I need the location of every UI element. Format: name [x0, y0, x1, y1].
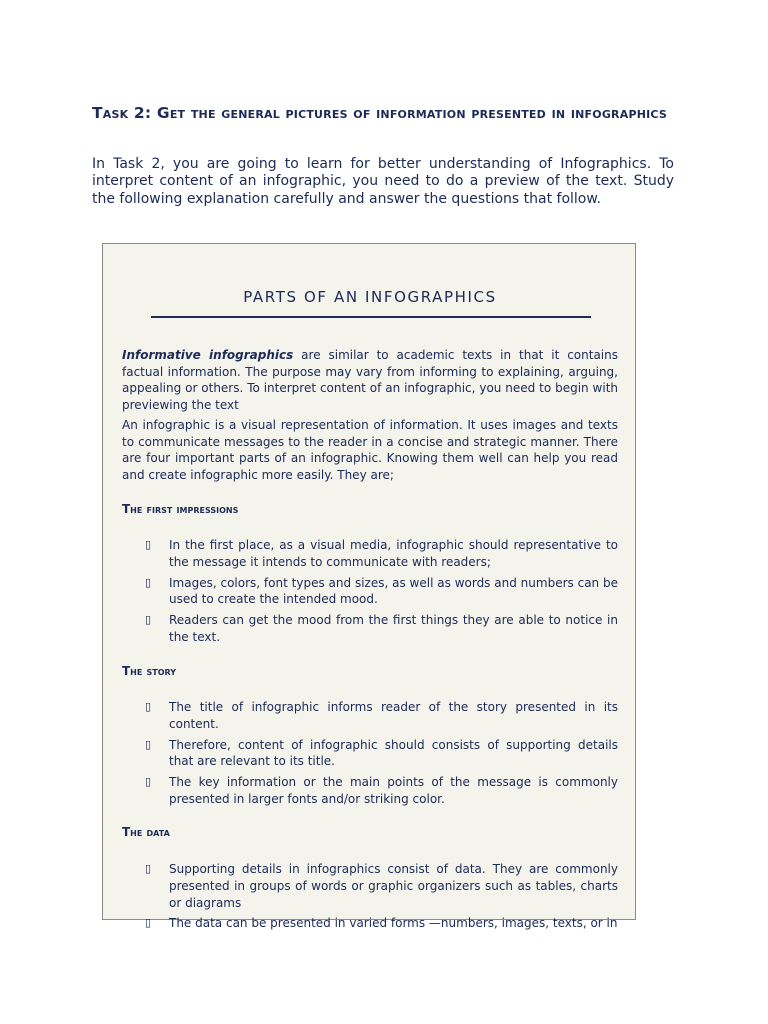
task-intro-paragraph: In Task 2, you are going to learn for better understanding of Infographics. To interpret content of an infographic, you need to do a preview of the text. Study the following explanation carefully and answer the questions that follow. — [92, 156, 674, 207]
intro-paragraph-text: are similar to academic texts in that it contains factual information. The purpose may vary from informing to explaining, arguing, appealing or others. To interpret content of an infographic, you need to begin with previewing the text — [122, 348, 618, 413]
list-item-text: Therefore, content of infographic should consists of supporting details that are relevant to its title. — [169, 737, 618, 769]
list-item — [145, 915, 618, 932]
bullet-icon: ▯ — [145, 775, 152, 789]
story-list — [122, 699, 618, 807]
box-title: PARTS OF AN INFOGRAPHICS — [243, 288, 497, 306]
list-item-text: The title of infographic informs reader of the story presented in its content. — [169, 700, 618, 731]
section-heading-first-impressions: The first impressions — [122, 501, 239, 516]
section-heading-story: The story — [122, 663, 177, 678]
bullet-icon: ▯ — [145, 575, 152, 589]
bullet-icon: ▯ — [145, 737, 152, 751]
bullet-icon: ▯ — [145, 700, 152, 714]
task-heading: Task 2: Get the general pictures of information presented in infographics — [92, 104, 667, 122]
bullet-icon: ▯ — [145, 862, 152, 876]
list-item-text: In the first place, as a visual media, infographic should representative to the message it intends to communicate with readers; — [169, 538, 618, 570]
list-item — [145, 861, 618, 911]
list-item — [145, 699, 618, 732]
box-content — [122, 347, 618, 936]
list-item — [145, 575, 618, 608]
intro-paragraph-informative — [122, 347, 618, 414]
list-item-text: Readers can get the mood from the first things they are able to notice in the text. — [169, 613, 618, 644]
list-item-text: The data can be presented in varied forms —numbers, images, texts, or in — [169, 916, 618, 931]
list-item — [145, 737, 618, 770]
bullet-icon: ▯ — [145, 613, 152, 627]
list-item — [145, 612, 618, 645]
list-item-text: The key information or the main points of the message is commonly presented in larger fonts and/or striking color. — [169, 775, 618, 806]
intro-paragraph-definition: An infographic is a visual representation of information. It uses images and texts to communicate messages to the reader in a concise and strategic manner. There are four important parts of an infographic. Knowing them well can help you read and create infographic more easily. They are; — [122, 417, 618, 482]
bullet-icon: ▯ — [145, 916, 152, 930]
informative-infographics-term: Informative infographics — [122, 348, 294, 362]
title-underline — [151, 316, 591, 318]
list-item-text: Supporting details in infographics consist of data. They are commonly presented in groups of words or graphic organizers such as tables, charts or diagrams — [169, 862, 618, 910]
list-item — [145, 774, 618, 807]
parts-of-infographics-box — [102, 243, 636, 931]
first-impressions-list — [122, 537, 618, 645]
list-item — [145, 537, 618, 570]
data-list — [122, 861, 618, 932]
section-heading-data: The data — [122, 825, 170, 840]
list-item-text: Images, colors, font types and sizes, as well as words and numbers can be used to create the intended mood. — [169, 575, 618, 607]
bullet-icon: ▯ — [145, 538, 152, 552]
